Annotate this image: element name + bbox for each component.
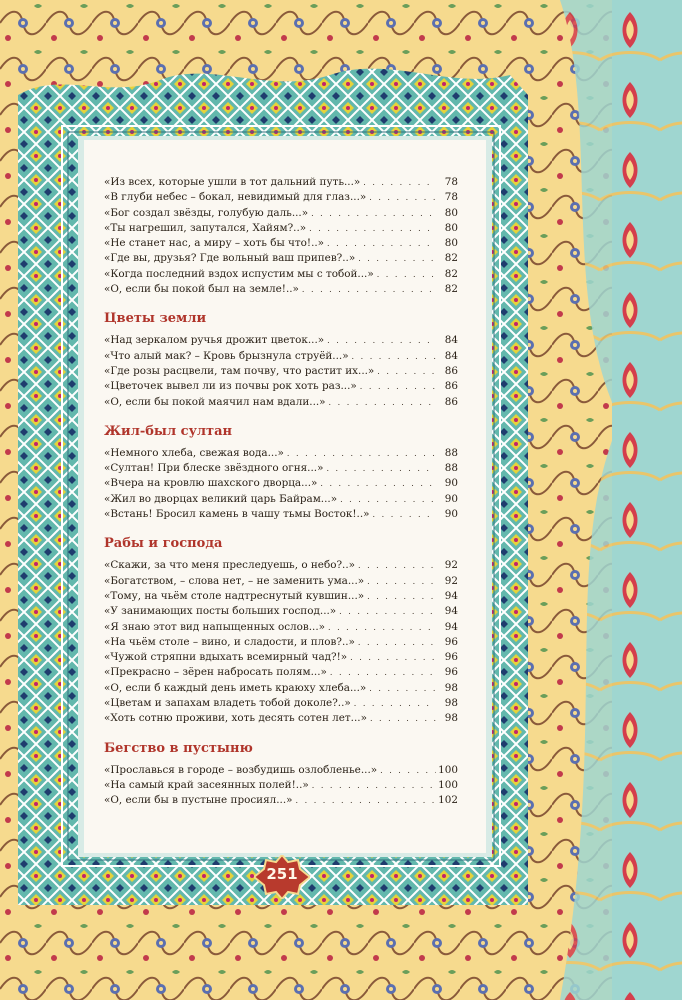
dot-leader (377, 763, 436, 778)
dot-leader (325, 620, 436, 635)
entry-page: 102 (438, 794, 458, 807)
toc-entry[interactable] (104, 589, 458, 604)
dot-leader (374, 364, 436, 379)
page-number: 251 (266, 865, 298, 883)
dot-leader (299, 282, 436, 297)
entry-page: 92 (444, 574, 458, 587)
toc-entry[interactable] (104, 763, 458, 778)
entry-title: «Когда последний вздох испустим мы с тобой...» (104, 267, 374, 280)
entry-page: 90 (444, 508, 458, 521)
toc-entry[interactable] (104, 778, 458, 793)
entry-title: «Скажи, за что меня преследуешь, о небо?..» (104, 559, 355, 572)
toc-entry[interactable] (104, 461, 458, 476)
entry-page: 86 (444, 395, 458, 408)
entry-title: «На самый край засеянных полей!..» (104, 778, 309, 791)
entry-page: 82 (444, 252, 458, 265)
section-title: Рабы и господа (104, 536, 223, 552)
entry-title: «Богатством, – слова нет, – не заменить ума...» (104, 574, 365, 587)
dot-leader (347, 650, 436, 665)
toc-entry[interactable] (104, 650, 458, 665)
dot-leader (323, 461, 436, 476)
entry-page: 80 (444, 237, 458, 250)
entry-page: 94 (444, 620, 458, 633)
dot-leader (367, 711, 436, 726)
toc-entry[interactable] (104, 492, 458, 507)
entry-page: 98 (444, 712, 458, 725)
dot-leader (326, 395, 436, 410)
entry-title: «Прекрасно – зёрен набросать полям...» (104, 666, 327, 679)
entry-page: 96 (444, 635, 458, 648)
entry-page: 88 (444, 446, 458, 459)
dot-leader (324, 236, 436, 251)
toc-entry[interactable] (104, 190, 458, 205)
toc-section (104, 311, 458, 409)
dot-leader (351, 696, 436, 711)
entry-page: 88 (444, 462, 458, 475)
entry-page: 100 (438, 763, 458, 776)
toc-entry[interactable] (104, 696, 458, 711)
entry-title: «Я знаю этот вид напыщенных ослов...» (104, 620, 325, 633)
toc-section (104, 741, 458, 809)
toc-entry[interactable] (104, 681, 458, 696)
toc-section (104, 175, 458, 297)
toc-entry[interactable] (104, 558, 458, 573)
toc-section (104, 536, 458, 726)
dot-leader (370, 507, 436, 522)
toc-entry[interactable] (104, 665, 458, 680)
entry-title: «Цветочек вывел ли из почвы рок хоть раз...» (104, 380, 357, 393)
table-of-contents (84, 140, 486, 853)
entry-title: «Султан! При блеске звёздного огня...» (104, 462, 324, 475)
entry-page: 94 (444, 589, 458, 602)
dot-leader (336, 604, 436, 619)
dot-leader (360, 175, 436, 190)
dot-leader (324, 333, 436, 348)
toc-entry[interactable] (104, 446, 458, 461)
entry-page: 86 (444, 364, 458, 377)
dot-leader (364, 589, 436, 604)
dot-leader (357, 379, 436, 394)
section-title: Жил-был султан (104, 423, 233, 439)
toc-entry[interactable] (104, 349, 458, 364)
section-title: Бегство в пустыню (104, 740, 253, 756)
entry-title: «О, если бы покой маячил нам вдали...» (104, 395, 326, 408)
toc-entry[interactable] (104, 711, 458, 726)
entry-title: «Ты нагрешил, запутался, Хайям?..» (104, 221, 307, 234)
entry-title: «Хоть сотню проживи, хоть десять сотен лет...» (104, 712, 367, 725)
entry-title: «Вчера на кровлю шахского дворца...» (104, 477, 318, 490)
dot-leader (309, 778, 436, 793)
section-title: Цветы земли (104, 311, 207, 327)
entry-page: 90 (444, 477, 458, 490)
entry-page: 96 (444, 666, 458, 679)
toc-entry[interactable] (104, 333, 458, 348)
entry-title: «Из всех, которые ушли в тот дальний путь...» (104, 176, 361, 188)
entry-title: «Где розы расцвели, там почву, что растит их...» (104, 364, 375, 377)
dot-leader (355, 635, 436, 650)
entry-title: «В глуби небес – бокал, невидимый для глаз...» (104, 191, 367, 204)
entry-page: 84 (444, 334, 458, 347)
dot-leader (364, 574, 436, 589)
entry-title: «Не станет нас, а миру – хоть бы что!..» (104, 237, 325, 250)
entry-page: 96 (444, 651, 458, 664)
entry-page: 80 (444, 206, 458, 219)
entry-page: 98 (444, 681, 458, 694)
dot-leader (355, 558, 436, 573)
entry-title: «О, если б каждый день иметь краюху хлеба...» (104, 681, 367, 694)
toc-entry[interactable] (104, 282, 458, 297)
toc-section (104, 424, 458, 522)
toc-entry[interactable] (104, 507, 458, 522)
entry-title: «Тому, на чьём столе надтреснутый кувшин...» (104, 589, 365, 602)
toc-entry[interactable] (104, 395, 458, 410)
entry-page: 78 (444, 176, 458, 188)
entry-page: 92 (444, 559, 458, 572)
entry-page: 90 (444, 492, 458, 505)
dot-leader (355, 251, 436, 266)
dot-leader (374, 267, 436, 282)
entry-title: «Встань! Бросил камень в чашу тьмы Восток!..» (104, 508, 370, 521)
dot-leader (306, 221, 436, 236)
entry-page: 78 (444, 191, 458, 204)
entry-title: «Бог создал звёзды, голубую даль...» (104, 206, 309, 219)
entry-title: «Над зеркалом ручья дрожит цветок...» (104, 334, 325, 347)
dot-leader (349, 349, 436, 364)
entry-page: 86 (444, 380, 458, 393)
dot-leader (293, 793, 436, 808)
entry-title: «На чьём столе – вино, и сладости, и плов?..» (104, 635, 355, 648)
entry-title: «Чужой стряпни вдыхать всемирный чад?!» (104, 651, 348, 664)
dot-leader (366, 190, 436, 205)
toc-entry[interactable] (104, 364, 458, 379)
toc-entry[interactable] (104, 251, 458, 266)
entry-page: 100 (438, 778, 458, 791)
entry-title: «Цветам и запахам владеть тобой доколе?..» (104, 697, 351, 710)
dot-leader (337, 492, 436, 507)
toc-entry[interactable] (104, 236, 458, 251)
entry-title: «Что алый мак? – Кровь брызнула струёй...» (104, 349, 349, 362)
entry-page: 82 (444, 283, 458, 296)
entry-title: «Прославься в городе – возбудишь озлобленье...» (104, 763, 378, 776)
toc-entry[interactable] (104, 267, 458, 282)
dot-leader (366, 681, 436, 696)
entry-page: 94 (444, 605, 458, 618)
entry-page: 80 (444, 221, 458, 234)
entry-title: «Немного хлеба, свежая вода...» (104, 446, 284, 459)
toc-entry[interactable] (104, 476, 458, 491)
entry-title: «Где вы, друзья? Где вольный ваш припев?..» (104, 252, 356, 265)
entry-title: «У занимающих посты больших господ...» (104, 605, 337, 618)
toc-entry[interactable] (104, 604, 458, 619)
toc-entry[interactable] (104, 620, 458, 635)
entry-page: 98 (444, 697, 458, 710)
toc-entry[interactable] (104, 379, 458, 394)
toc-entry[interactable] (104, 793, 458, 808)
toc-entry[interactable] (104, 221, 458, 236)
toc-entry[interactable] (104, 206, 458, 221)
toc-entry[interactable] (104, 175, 458, 190)
entry-title: «О, если бы покой был на земле!..» (104, 283, 299, 296)
toc-entry[interactable] (104, 635, 458, 650)
dot-leader (284, 446, 436, 461)
entry-title: «Жил во дворцах великий царь Байрам...» (104, 492, 338, 505)
entry-page: 84 (444, 349, 458, 362)
entry-title: «О, если бы в пустыне просиял...» (104, 794, 293, 807)
entry-page: 82 (444, 267, 458, 280)
dot-leader (327, 665, 436, 680)
dot-leader (308, 206, 436, 221)
toc-entry[interactable] (104, 574, 458, 589)
dot-leader (317, 476, 436, 491)
